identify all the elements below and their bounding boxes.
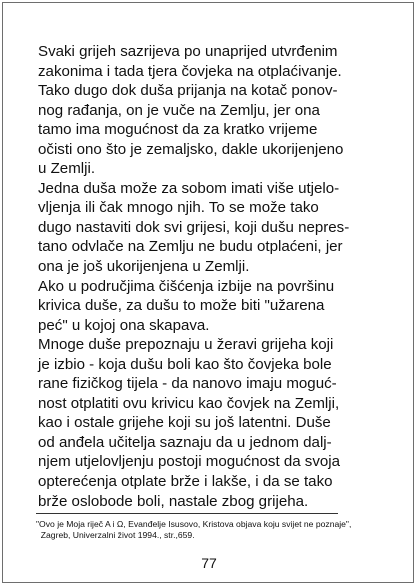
text-line: nog rađanja, on je vuče na Zemlju, jer ona (38, 101, 320, 119)
text-line: kao i ostale grijehe koji su još latentni. Duše (38, 414, 331, 432)
text-line: tano odvlače na Zemlju ne budu otplaćeni, jer (38, 238, 343, 256)
text-line: u Zemlji. (38, 160, 96, 178)
text-line: peć" u kojoj ona skapava. (38, 316, 210, 334)
page-number: 77 (201, 555, 217, 571)
text-line: opterećenja otplate brže i lakše, i da se tako (38, 473, 333, 491)
text-line: dugo nastaviti dok svi grijesi, koji dušu nepres- (38, 218, 350, 236)
text-line: vljenja ili čak mnogo njih. To se može tako (38, 199, 319, 217)
text-line: brže oslobode boli, nastale zbog grijeha. (38, 492, 309, 510)
text-line: krivica duše, za dušu to može biti "užarena (38, 297, 325, 315)
footnote-line: Zagreb, Univerzalni život 1994., str.,659. (36, 530, 195, 540)
text-line: tamo ima mogućnost da za kratko vrijeme (38, 121, 318, 139)
footnote-divider (36, 513, 338, 514)
body-text (38, 42, 388, 511)
text-line: od anđela učitelja saznaju da u jednom dalj- (38, 433, 332, 451)
text-line: je izbio - koja dušu boli kao što čovjeka bole (38, 355, 332, 373)
text-line: Tako dugo dok duša prijanja na kotač ponov- (38, 82, 338, 100)
text-line: očisti ono što je zemaljsko, dakle ukorijenjeno (38, 140, 344, 158)
text-line: Mnoge duše prepoznaju u žeravi grijeha koji (38, 336, 334, 354)
text-line: rane fizičkog tijela - da nanovo imaju moguć- (38, 375, 337, 393)
footnote-line: "Ovo je Moja riječ A i Ω, Evanđelje Isusovo, Kristova objava koju svijet ne poznaje", (36, 519, 352, 529)
text-line: njem utjelovljenju postoji mogućnost da svoja (38, 453, 341, 471)
text-line: Ako u područjima čišćenja izbije na površinu (38, 277, 335, 295)
text-line: Jedna duša može za sobom imati više utjelo- (38, 179, 340, 197)
text-line: ona je još ukorijenjena u Zemlji. (38, 258, 250, 276)
text-line: nost otplatiti ovu krivicu kao čovjek na Zemlji, (38, 394, 340, 412)
text-line: zakonima i tada tjera čovjeka na otplaćivanje. (38, 62, 342, 80)
footnote (36, 519, 396, 541)
text-line: Svaki grijeh sazrijeva po unaprijed utvrđenim (38, 43, 338, 60)
